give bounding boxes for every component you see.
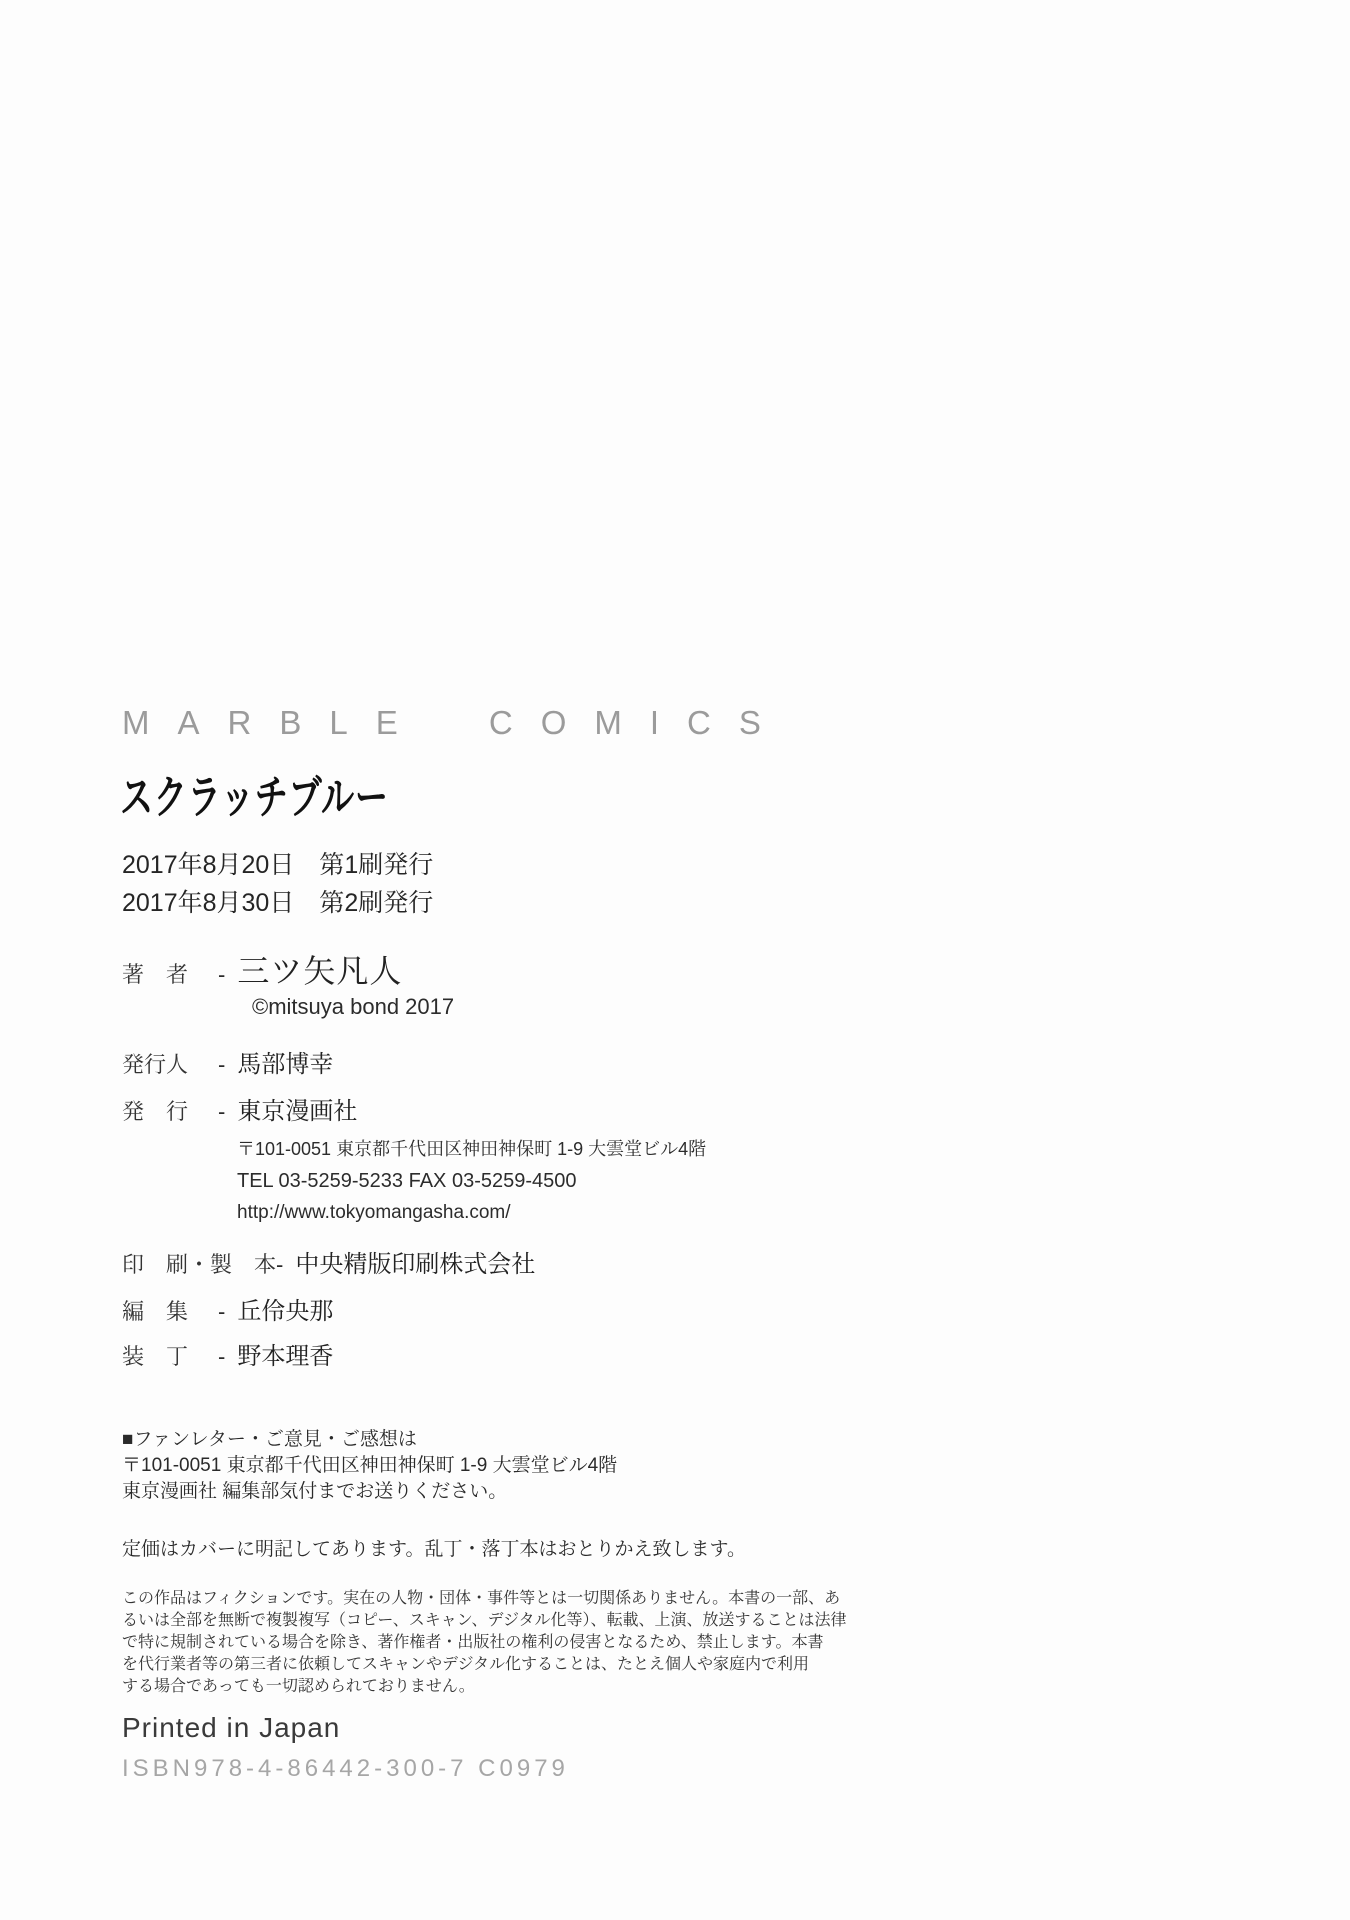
fan-letter-recipient: 東京漫画社 編集部気付までお送りください。	[122, 1481, 508, 1502]
second-printing-line: 2017年8月30日 第2刷発行	[122, 889, 434, 917]
author-name: 三ツ矢凡人	[237, 953, 403, 989]
credit-row-design	[122, 1336, 333, 1371]
separator-dash: -	[218, 1052, 226, 1077]
legal-line: する場合であっても一切認められておりません。	[122, 1678, 475, 1695]
fan-letter-address: 〒101-0051 東京都千代田区神田神保町 1-9 大雲堂ビル4階	[122, 1455, 618, 1476]
legal-line: この作品はフィクションです。実在の人物・団体・事件等とは一切関係ありません。本書の一部、あ	[122, 1590, 841, 1607]
legal-line: を代行業者等の第三者に依頼してスキャンやデジタル化することは、たとえ個人や家庭内で利用	[122, 1656, 810, 1673]
publisher-name: 東京漫画社	[237, 1098, 358, 1125]
legal-line: で特に規制されている場合を除き、著作権者・出版社の権利の侵害となるため、禁止します。本書	[122, 1634, 824, 1651]
publisher-person-label: 発行人	[122, 1052, 189, 1077]
printing-company: 中央精版印刷株式会社	[295, 1251, 536, 1278]
credit-row-printing	[122, 1244, 535, 1279]
publisher-address: 〒101-0051 東京都千代田区神田神保町 1-9 大雲堂ビル4階	[237, 1139, 707, 1159]
credit-row-publisher	[122, 1091, 357, 1126]
fan-letter-heading: ■ファンレター・ご意見・ご感想は	[122, 1429, 417, 1450]
designer-name: 野本理香	[237, 1343, 334, 1370]
credit-row-author	[122, 946, 402, 992]
legal-notice	[122, 1588, 846, 1698]
design-label: 装 丁	[122, 1344, 189, 1369]
editor-name: 丘伶央那	[237, 1298, 334, 1325]
separator-dash: -	[218, 1344, 226, 1369]
copyright-notice: ©mitsuya bond 2017	[252, 994, 455, 1019]
separator-dash: -	[218, 1299, 226, 1324]
publisher-tel-fax: TEL 03-5259-5233 FAX 03-5259-4500	[237, 1170, 577, 1192]
separator-dash: -	[218, 1099, 226, 1124]
first-printing-line: 2017年8月20日 第1刷発行	[122, 851, 434, 879]
printed-in-japan: Printed in Japan	[122, 1712, 341, 1743]
printing-label: 印 刷・製 本	[122, 1252, 277, 1277]
publisher-person-name: 馬部博幸	[237, 1051, 334, 1078]
printing-history	[122, 846, 433, 922]
author-label: 著 者	[122, 962, 189, 987]
separator-dash: -	[276, 1252, 284, 1277]
credit-row-editor	[122, 1291, 333, 1326]
price-note: 定価はカバーに明記してあります。乱丁・落丁本はおとりかえ致します。	[122, 1539, 746, 1560]
publisher-url: http://www.tokyomangasha.com/	[237, 1202, 511, 1223]
editor-label: 編 集	[122, 1299, 189, 1324]
publisher-label: 発 行	[122, 1099, 189, 1124]
imprint-brand: MARBLE COMICS	[122, 704, 789, 741]
isbn-code: ISBN978-4-86442-300-7 C0979	[122, 1755, 569, 1782]
legal-line: るいは全部を無断で複製複写（コピー、スキャン、デジタル化等）、転載、上演、放送することは法律	[122, 1612, 847, 1629]
publisher-details	[237, 1133, 706, 1229]
credit-row-publisher-person	[122, 1044, 333, 1079]
separator-dash: -	[218, 962, 226, 987]
fan-letter-section	[122, 1427, 617, 1505]
book-title: スクラッチブルー	[120, 771, 389, 823]
